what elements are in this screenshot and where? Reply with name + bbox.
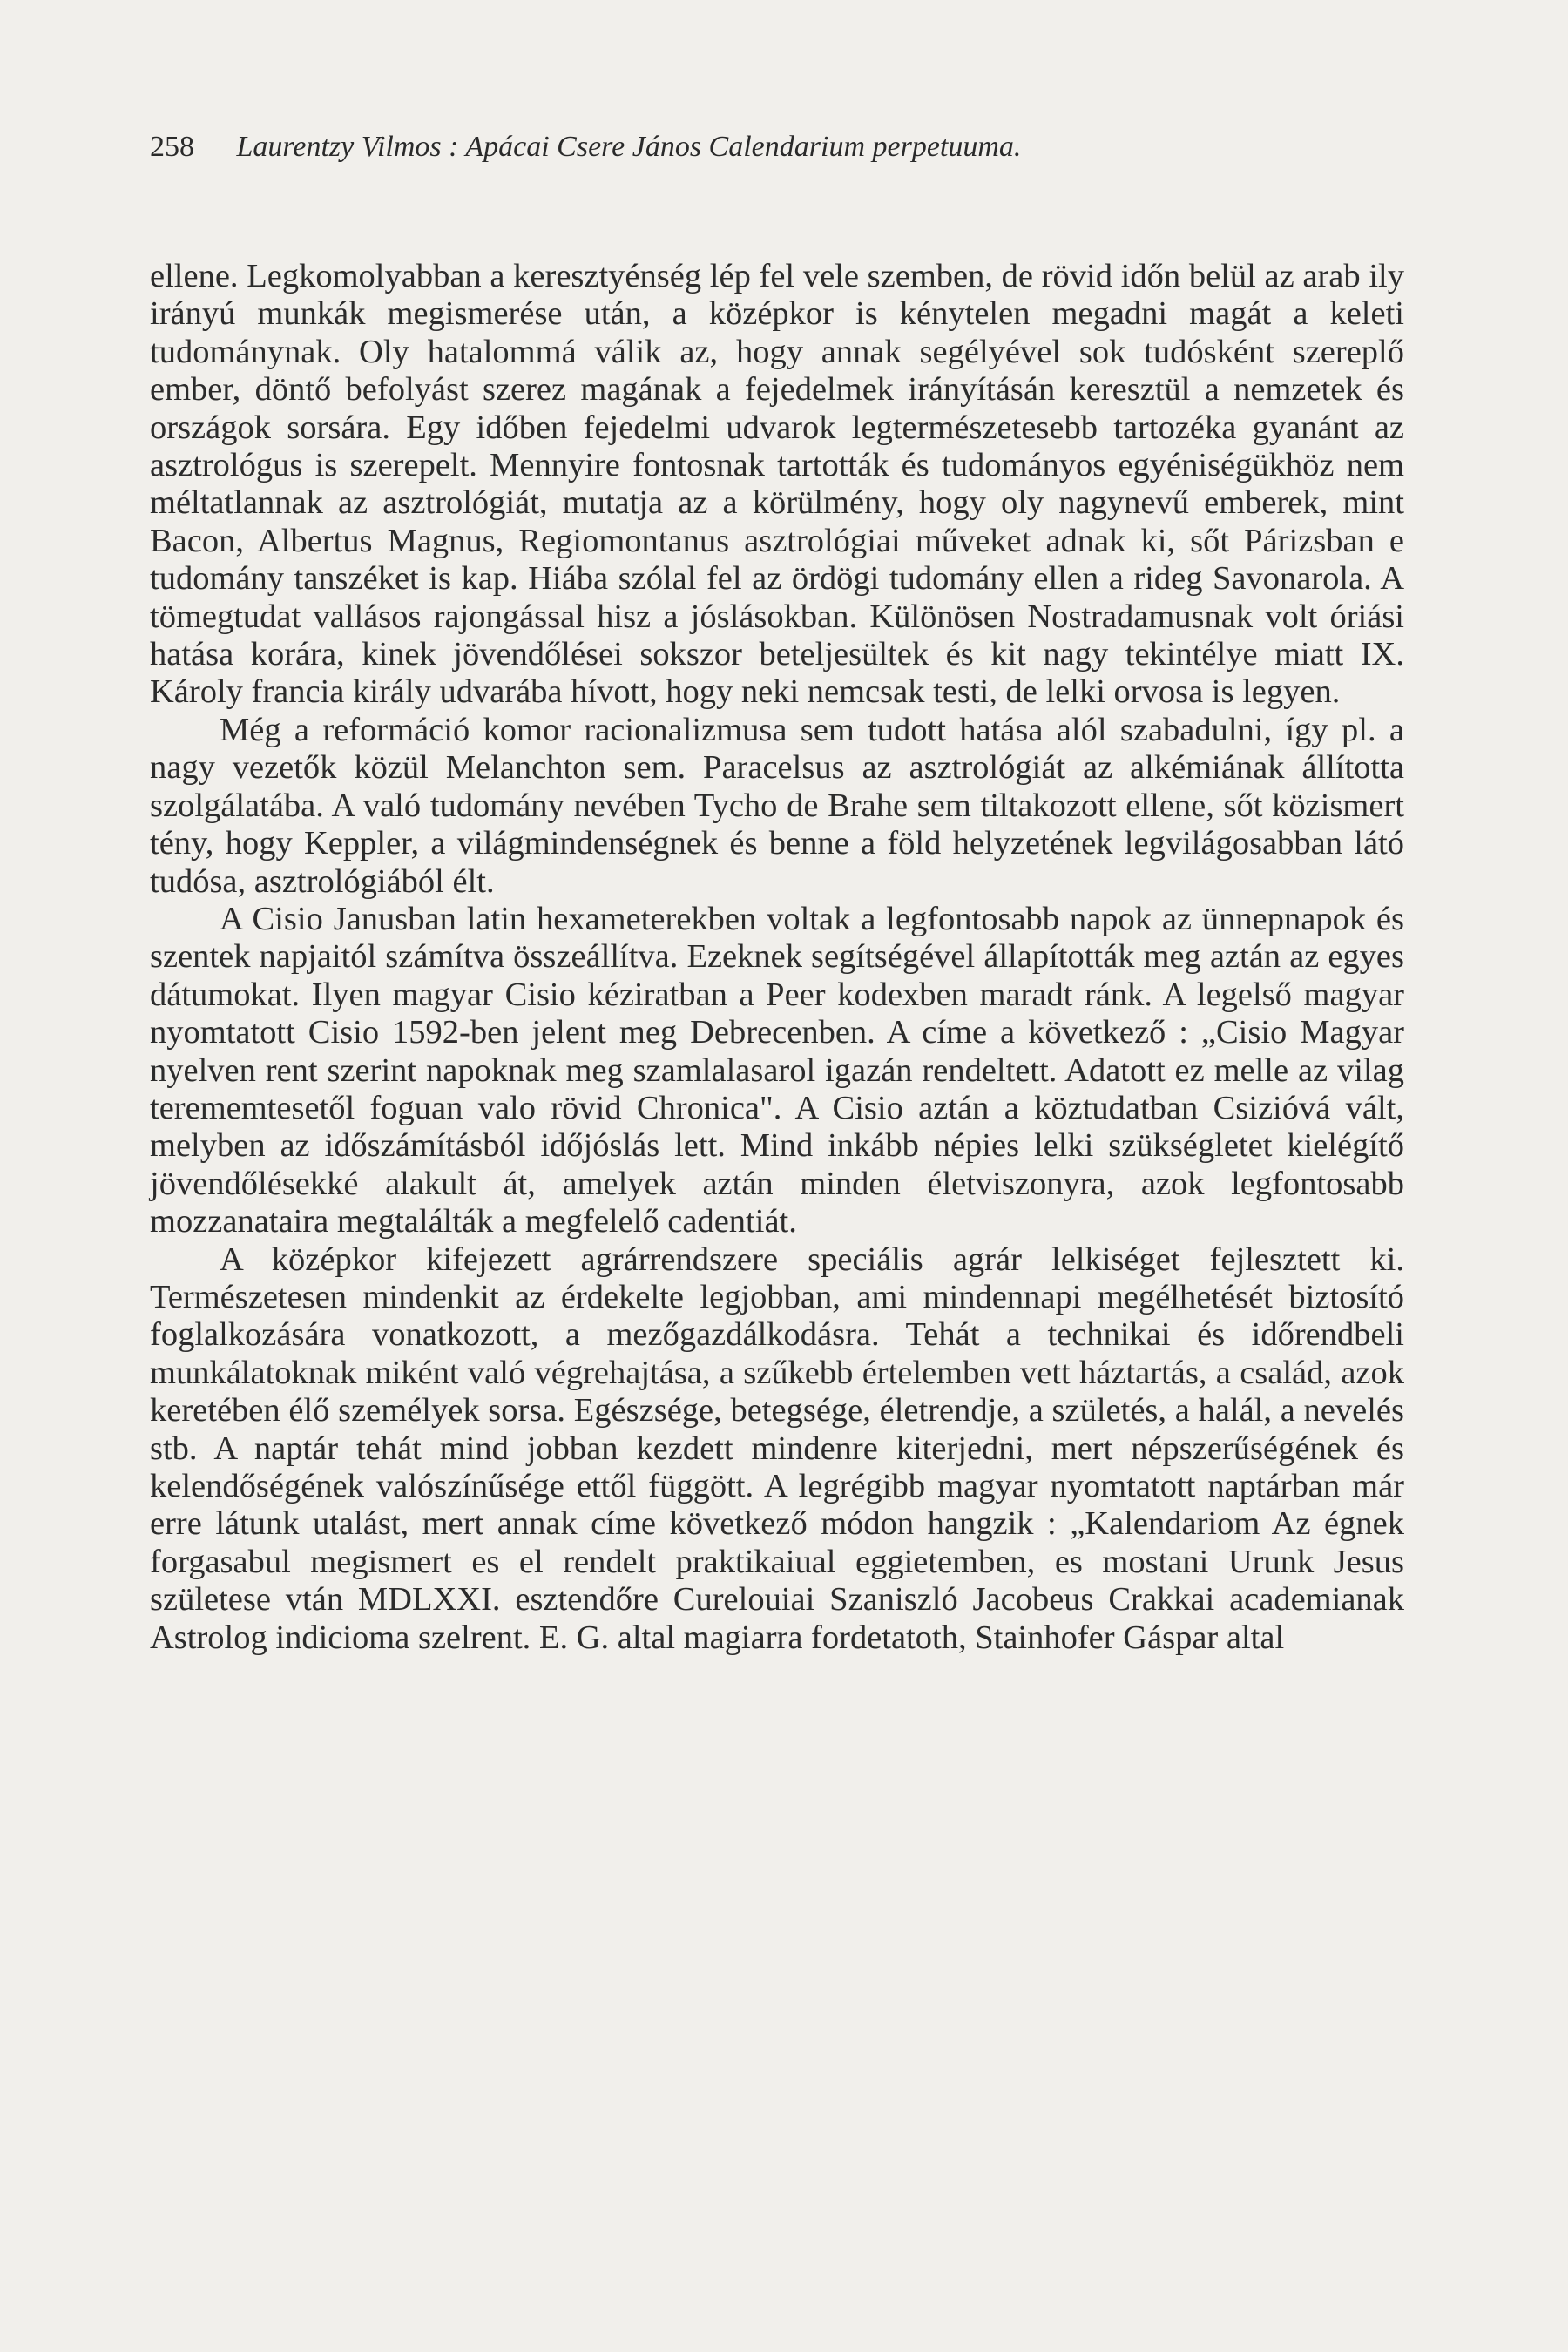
page-header xyxy=(150,131,1404,164)
paragraph-2: Még a reformáció komor racionalizmusa sem tudott hatása alól szabadulni, így pl. a nagy vezetők közül Melanchton sem. Paracelsus az asztrológiát az alkémiának állította szolgálatába. A való tudomány nevében Tycho de Brahe sem tiltakozott ellene, sőt közismert tény, hogy Keppler, a világmindenségnek és benne a föld helyzetének legvilágosabban látó tudósa, asztrológiából élt. xyxy=(150,711,1404,900)
paragraph-4: A középkor kifejezett agrárrendszere speciális agrár lelkiséget fejlesztett ki. Természetesen mindenkit az érdekelte legjobban, ami mindennapi megélhetését biztosító foglalkozására vonatkozott, a mezőgazdálkodásra. Tehát a technikai és időrendbeli munkálatoknak miként való végrehajtása, a szűkebb értelemben vett háztartás, a család, azok keretében élő személyek sorsa. Egészsége, betegsége, életrendje, a születés, a halál, a nevelés stb. A naptár tehát mind jobban kezdett mindenre kiterjedni, mert népszerűségének és kelendőségének valószínűsége ettől függött. A legrégibb magyar nyomtatott naptárban már erre látunk utalást, mert annak címe következő módon hangzik : „Kalendariom Az égnek forgasabul megismert es el rendelt praktikaiual eggietemben, es mostani Urunk Jesus születese vtán MDLXXI. esztendőre Curelouiai Szaniszló Jacobeus Crakkai academianak Astrolog indicioma szelrent. E. G. altal magiarra fordetatoth, Stainhofer Gáspar altal xyxy=(150,1240,1404,1656)
running-title: Laurentzy Vilmos : Apácai Csere János Calendarium perpetuuma. xyxy=(236,131,1022,163)
paragraph-1: ellene. Legkomolyabban a keresztyénség lép fel vele szemben, de rövid időn belül az arab ily irányú munkák megismerése után, a középkor is kénytelen megadni magát a keleti tudománynak. Oly hatalommá válik az, hogy annak segélyével sok tudósként szereplő ember, döntő befolyást szerez magának a fejedelmek irányításán keresztül a nemzetek és országok sorsára. Egy időben fejedelmi udvarok legtermészetesebb tartozéka gyanánt az asztrológus is szerepelt. Mennyire fontosnak tartották és tudományos egyéniségükhöz nem méltatlannak az asztrológiát, mutatja az a körülmény, hogy oly nagynevű emberek, mint Bacon, Albertus Magnus, Regiomontanus asztrológiai műveket adnak ki, sőt Párizsban e tudomány tanszéket is kap. Hiába szólal fel az ördögi tudomány ellen a rideg Savonarola. A tömegtudat vallásos rajongással hisz a jóslásokban. Különösen Nostradamusnak volt óriási hatása korára, kinek jövendőlései sokszor beteljesültek és kit nagy tekintélye miatt IX. Károly francia király udvarába hívott, hogy neki nemcsak testi, de lelki orvosa is legyen. xyxy=(150,258,1404,711)
paragraph-3: A Cisio Janusban latin hexameterekben voltak a legfontosabb napok az ünnepnapok és szentek napjaitól számítva összeállítva. Ezeknek segítségével állapították meg aztán az egyes dátumokat. Ilyen magyar Cisio kéziratban a Peer kodexben maradt ránk. A legelső magyar nyomtatott Cisio 1592-ben jelent meg Debrecenben. A címe a következő : „Cisio Magyar nyelven rent szerint napoknak meg szamlalasarol igazán rendeltett. Adatott ez melle az vilag terememtesetől foguan valo rövid Chronica". A Cisio aztán a köztudatban Csizióvá vált, melyben az időszámításból időjóslás lett. Mind inkább népies lelki szükségletet kielégítő jövendőlésekké alakult át, amelyek aztán minden életviszonyra, azok legfontosabb mozzanataira megtalálták a megfelelő cadentiát. xyxy=(150,900,1404,1240)
body-text xyxy=(150,258,1404,1657)
page-number: 258 xyxy=(150,131,194,163)
